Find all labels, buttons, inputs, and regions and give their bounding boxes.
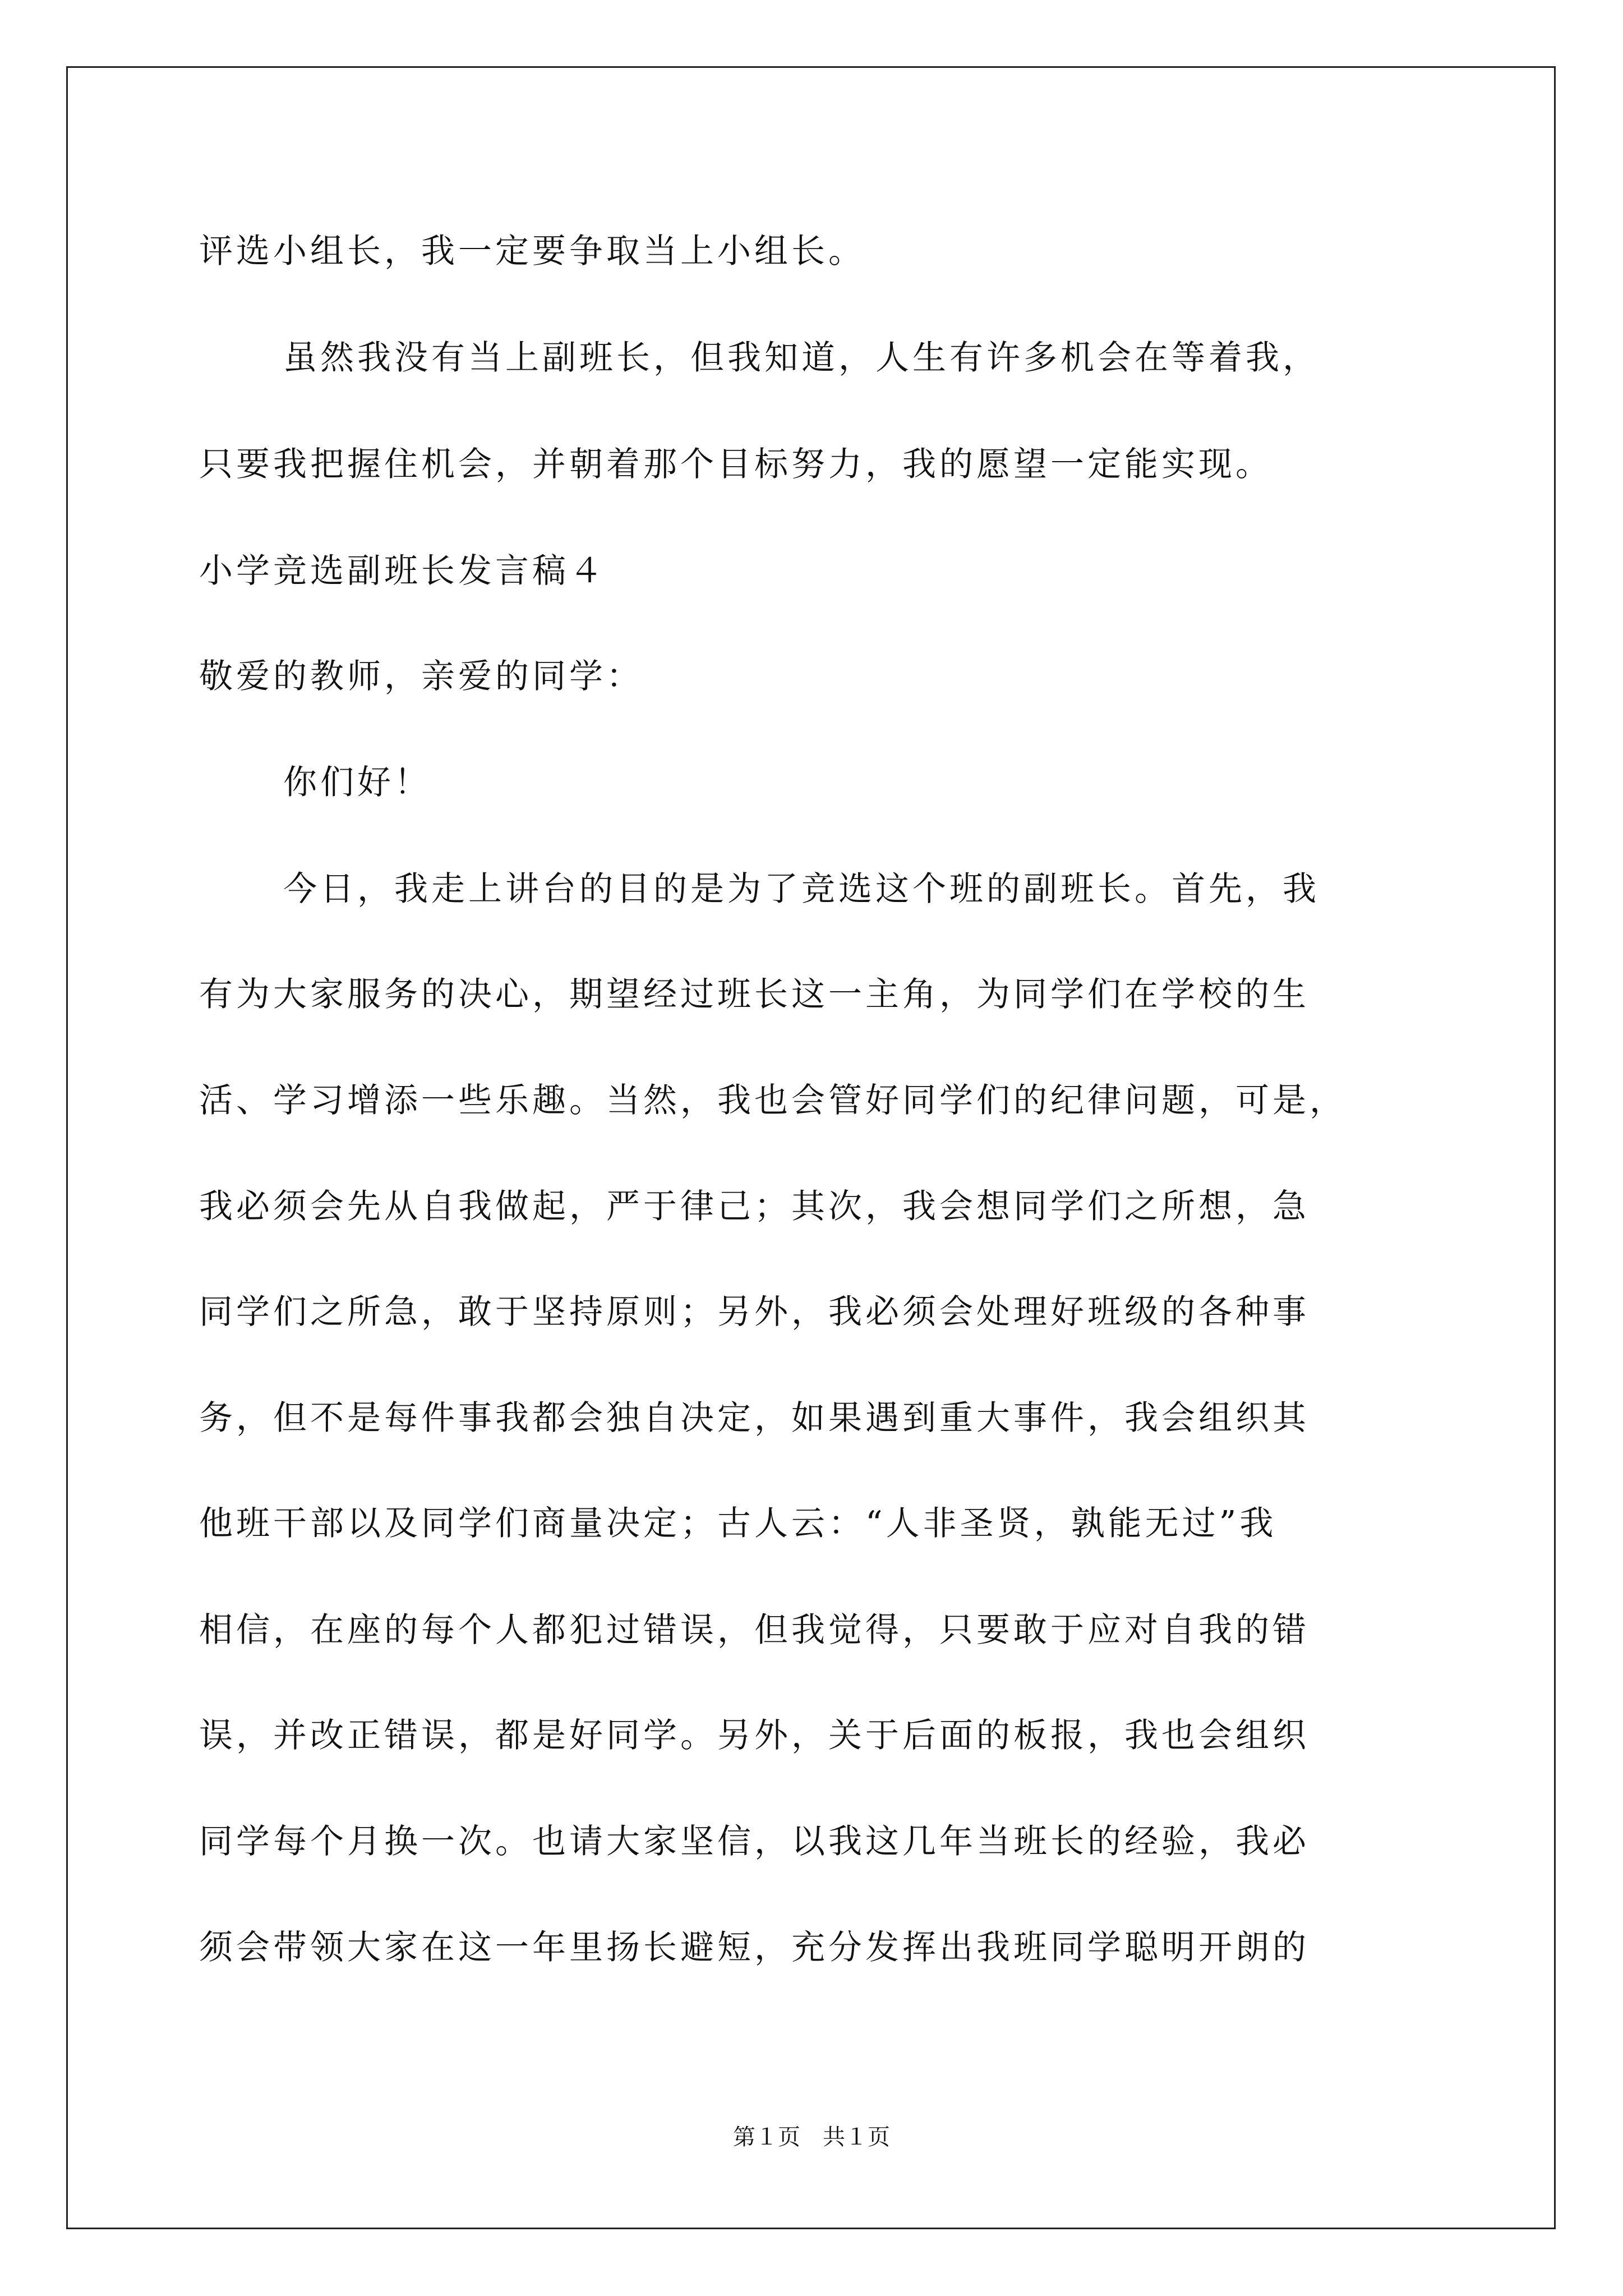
paragraph-line: 务，但不是每件事我都会独自决定，如果遇到重大事件，我会组织其: [199, 1398, 1310, 1438]
paragraph-line: 误，并改正错误，都是好同学。另外，关于后面的板报，我也会组织: [199, 1716, 1310, 1755]
paragraph-line: 我必须会先从自我做起，严于律己；其次，我会想同学们之所想，急: [199, 1187, 1310, 1226]
paragraph-line: 今日，我走上讲台的目的是为了竞选这个班的副班长。首先，我: [283, 869, 1320, 909]
paragraph-line: 他班干部以及同学们商量决定；古人云：“人非圣贤，孰能无过”我: [199, 1504, 1277, 1543]
greeting: 你们好！: [283, 763, 431, 802]
paragraph-line: 活、学习增添一些乐趣。当然，我也会管好同学们的纪律问题，可是，: [199, 1081, 1347, 1120]
paragraph-line: 同学们之所急，敢于坚持原则；另外，我必须会处理好班级的各种事: [199, 1292, 1310, 1332]
paragraph-line: 只要我把握住机会，并朝着那个目标努力，我的愿望一定能实现。: [199, 445, 1272, 484]
paragraph-line: 须会带领大家在这一年里扬长避短，充分发挥出我班同学聪明开朗的: [199, 1928, 1310, 1967]
paragraph-line: 有为大家服务的决心，期望经过班长这一主角，为同学们在学校的生: [199, 975, 1310, 1014]
paragraph-line: 同学每个月换一次。也请大家坚信，以我这几年当班长的经验，我必: [199, 1822, 1310, 1861]
page-number-footer: 第１页 共１页: [733, 2124, 890, 2150]
paragraph-line: 相信，在座的每个人都犯过错误，但我觉得，只要敢于应对自我的错: [199, 1611, 1310, 1650]
paragraph-line: 评选小组长，我一定要争取当上小组长。: [199, 232, 865, 271]
paragraph-line: 虽然我没有当上副班长，但我知道，人生有许多机会在等着我，: [283, 338, 1320, 378]
page-border: [66, 66, 1556, 2229]
section-heading: 小学竞选副班长发言稿４: [199, 551, 606, 591]
salutation: 敬爱的教师，亲爱的同学：: [199, 657, 643, 696]
